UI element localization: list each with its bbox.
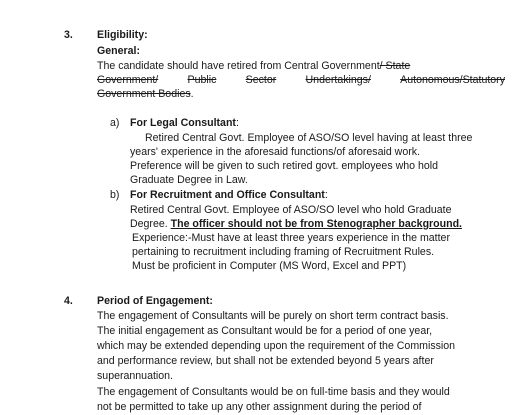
item-b-line — [130, 217, 462, 232]
paragraph-line: which may be extended depending upon the requirement of the Commission — [97, 340, 456, 352]
item-a-line: years' experience in the aforesaid functions/of aforesaid work. — [130, 146, 420, 158]
struck-word: Sector — [245, 74, 277, 86]
paragraph-line: not be permitted to take up any other assignment during the period of — [97, 401, 422, 413]
section-heading: Period of Engagement: — [97, 295, 213, 307]
list-marker-b: b) — [110, 189, 120, 201]
general-paragraph-line-3 — [97, 87, 194, 102]
text-run: The candidate should have retired from Central Government — [97, 60, 380, 72]
item-b-title — [130, 188, 328, 203]
struck-text: / State — [379, 60, 411, 72]
paragraph-line: and performance review, but shall not be extended beyond 5 years after — [97, 355, 434, 367]
subheading-general: General: — [97, 45, 140, 57]
item-a-line: Retired Central Govt. Employee of ASO/SO level having at least three — [145, 132, 473, 144]
struck-text: Government Bodies — [97, 88, 191, 100]
section-number: 4. — [64, 295, 73, 307]
struck-word: Undertakings/ — [305, 74, 371, 86]
item-title-text: For Legal Consultant — [130, 117, 236, 129]
item-a-line: Preference will be given to such retired govt. employees who hold — [130, 160, 438, 172]
emphasized-text: The officer should not be from Stenographer background. — [170, 218, 462, 230]
item-b-line: pertaining to recruitment including framing of Recruitment Rules. — [132, 246, 435, 258]
section-number: 3. — [64, 29, 73, 41]
list-marker-a: a) — [110, 117, 120, 129]
paragraph-line: superannuation. — [97, 370, 173, 382]
section-heading: Eligibility: — [97, 29, 148, 41]
text-run: Degree. — [130, 218, 168, 230]
struck-word: Government/ — [97, 74, 159, 86]
general-paragraph-line-2 — [97, 73, 505, 88]
item-b-line: Retired Central Govt. Employee of ASO/SO level who hold Graduate — [130, 204, 452, 216]
paragraph-line: The engagement of Consultants would be on full-time basis and they would — [97, 386, 450, 398]
paragraph-line: The engagement of Consultants will be purely on short term contract basis. — [97, 310, 449, 322]
text-run: . — [190, 88, 194, 100]
paragraph-line: The initial engagement as Consultant would be for a period of one year, — [97, 325, 433, 337]
item-title-colon: : — [235, 117, 239, 129]
item-a-title — [130, 116, 239, 131]
item-b-line: Must be proficient in Computer (MS Word, Excel and PPT) — [132, 260, 407, 272]
general-paragraph-line-1 — [97, 59, 410, 74]
struck-word: Public — [187, 74, 217, 86]
item-title-text: For Recruitment and Office Consultant — [130, 189, 325, 201]
struck-word: Autonomous/Statutory — [400, 74, 505, 86]
item-b-line: Experience:-Must have at least three years experience in the matter — [132, 232, 450, 244]
item-title-colon: : — [324, 189, 328, 201]
item-a-line: Graduate Degree in Law. — [130, 174, 248, 186]
